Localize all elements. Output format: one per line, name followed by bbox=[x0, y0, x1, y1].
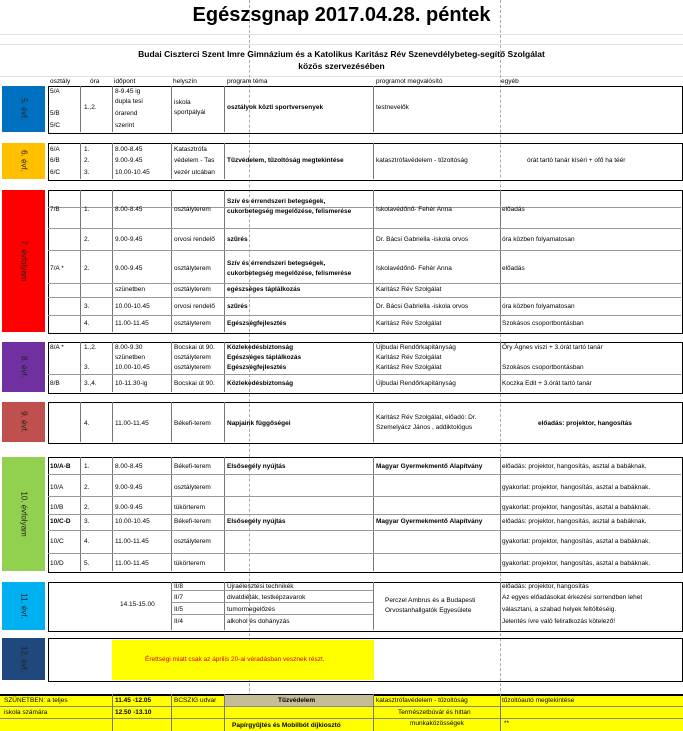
place-7-c: osztályterem bbox=[174, 265, 211, 272]
band-10-label: 10. évfolyam bbox=[19, 491, 28, 537]
band-9 bbox=[2, 402, 45, 442]
time-6-1: 8.00-8.45 bbox=[115, 146, 143, 153]
topic-7-c-1: Szív és érrendszeri betegségek, bbox=[227, 260, 326, 267]
topic-11-2: divatdiéták, testképzavarok bbox=[227, 594, 306, 601]
note-8-c: Szokásos csoportbontásban bbox=[502, 364, 584, 371]
ora-10-f: 5. bbox=[84, 560, 90, 567]
ora-8-a: 1.,2. bbox=[84, 344, 97, 351]
topic-10-a: Elsősegély nyújtás bbox=[227, 463, 286, 470]
band-5-label: 5. évf. bbox=[19, 98, 28, 120]
impl-7-f: Karitász Rév Szolgálat bbox=[376, 320, 442, 327]
place-10-e: osztályterem bbox=[174, 538, 211, 545]
place-6-3: vezér utcában bbox=[174, 169, 215, 176]
ora-6-1: 1. bbox=[84, 146, 90, 153]
class-5b: 5/B bbox=[50, 110, 60, 117]
footer-topic-1: Tűzvédelem bbox=[278, 697, 316, 704]
place-7-a: osztályterem bbox=[174, 206, 211, 213]
place-11-2: II/7 bbox=[174, 594, 184, 601]
ora-7-e: 3. bbox=[84, 303, 90, 310]
time-10-f: 11.00-11.45 bbox=[115, 560, 149, 567]
impl-8-c: Karitász Rév Szolgálat bbox=[376, 364, 442, 371]
subtitle-2: közös szervezésében bbox=[298, 61, 385, 71]
note-8-d: Koczka Edit + 3.órát tartó tanár bbox=[502, 380, 592, 387]
impl-7-e: Dr. Bácsi Gabriella -iskola orvos bbox=[376, 303, 469, 310]
impl-8-b: Karitász Rév Szolgálat bbox=[376, 354, 442, 361]
place-10-a: Békefi-terem bbox=[174, 463, 211, 470]
place-7-e: orvosi rendelő bbox=[174, 303, 215, 310]
impl-7-a: Iskolavédőnő- Fehér Anna bbox=[376, 206, 452, 213]
place-7-f: osztályterem bbox=[174, 320, 211, 327]
topic-8-c: Egészségfejlesztés bbox=[227, 364, 287, 371]
topic-9: Napjaink függőségei bbox=[227, 420, 291, 427]
place-5-2: sportpályái bbox=[174, 109, 206, 116]
band-12-label: 12. évf. bbox=[19, 645, 28, 673]
place-10-b: osztályterem bbox=[174, 484, 211, 491]
ora-7-b: 2. bbox=[84, 236, 90, 243]
place-8-a: Bocskai út 90. bbox=[174, 344, 215, 351]
impl-10-a: Magyar Gyermekmentő Alapítvány bbox=[376, 463, 483, 470]
impl-8-a: Újbudai Rendőrkapitányság bbox=[376, 344, 456, 351]
place-10-d: Békefi-terem bbox=[174, 518, 211, 525]
topic-7-d: egészséges táplálkozás bbox=[227, 286, 301, 293]
header-egyeb: egyéb bbox=[501, 78, 519, 85]
time-10-d: 10.00-10.45 bbox=[115, 518, 150, 525]
ora-7-f: 4. bbox=[84, 320, 90, 327]
footer-place-1: BCSZIG udvar bbox=[174, 697, 217, 704]
topic-6: Tűzvédelem, tűzoltóság megtekintése bbox=[227, 157, 344, 164]
topic-5: osztályok közti sportversenyek bbox=[227, 104, 324, 111]
time-10-a: 8.00-8.45 bbox=[115, 463, 143, 470]
place-11-1: II/8 bbox=[174, 583, 184, 590]
place-6-1: Katasztrófa bbox=[174, 146, 207, 153]
impl-10-d: Magyar Gyermekmentő Alapítvány bbox=[376, 518, 483, 525]
impl-9-1: Karitász Rév Szolgálat, előadó: Dr. bbox=[376, 414, 477, 421]
ora-10-e: 4. bbox=[84, 538, 90, 545]
place-5-1: iskola bbox=[174, 99, 191, 106]
note-8-a: Őry Ágnes viszi + 3.órát tartó tanár bbox=[502, 344, 603, 351]
class-5c: 5/C bbox=[50, 122, 61, 129]
band-5 bbox=[2, 86, 45, 132]
place-7-b: orvosi rendelő bbox=[174, 236, 215, 243]
band-7 bbox=[2, 190, 45, 332]
note-6: órát tartó tanár kíséri + ofő ha téér bbox=[527, 157, 626, 164]
ora-7-a: 1. bbox=[84, 206, 90, 213]
impl-7-d: Karitász Rév Szolgálat bbox=[376, 286, 442, 293]
time-5-1: 8-9.45 ig bbox=[115, 88, 141, 95]
band-6-label: 6. évf. bbox=[19, 150, 28, 172]
impl-5: testnevelők bbox=[376, 104, 409, 111]
note-10-e: gyakorlat: projektor, hangosítás, asztal a babáknak. bbox=[502, 538, 651, 545]
header-helyszin: helyszín bbox=[173, 78, 197, 85]
time-7-b: 9.00-9.45 bbox=[115, 236, 143, 243]
topic-7-f: Egészségfejlesztés bbox=[227, 320, 287, 327]
place-8-d: Bocskai út 90. bbox=[174, 380, 215, 387]
class-6a: 6/A bbox=[50, 146, 60, 153]
time-5-4: szerint bbox=[115, 122, 135, 129]
time-9: 11.00-11.45 bbox=[115, 420, 149, 427]
footer-topic-2: Papírgyűjtés és Mobilbót díjkiosztó bbox=[232, 722, 341, 729]
group-frame-7 bbox=[48, 190, 683, 334]
footer-time-1: 11.45 -12.05 bbox=[115, 697, 152, 704]
class-6c: 6/C bbox=[50, 169, 61, 176]
impl-11-2: Orvostanhallgatók Egyesülete bbox=[385, 607, 472, 614]
footer-note-2: ** bbox=[504, 720, 510, 727]
time-6-3: 10.00-10.45 bbox=[115, 169, 150, 176]
time-11: 14.15-15.00 bbox=[120, 601, 155, 608]
ora-6-2: 2. bbox=[84, 157, 90, 164]
class-8b: 8/B bbox=[50, 380, 60, 387]
class-10b: 10/B bbox=[50, 504, 64, 511]
footer-impl-2a: Természetbúvár és hittan bbox=[398, 709, 471, 716]
notice-12-box bbox=[112, 640, 374, 680]
ora-8-d: 3.,4. bbox=[84, 380, 97, 387]
class-10ab: 10/A-B bbox=[50, 463, 71, 470]
ora-10-b: 2. bbox=[84, 484, 90, 491]
time-10-c: 9.00-9.45 bbox=[115, 504, 143, 511]
topic-11-1: Újraélesztési technikék bbox=[227, 583, 294, 590]
impl-11-1: Perczel Ambrus és a Budapesti bbox=[385, 597, 476, 604]
topic-8-a: Közlekedésbiztonság bbox=[227, 344, 294, 351]
page-title: Egészsgnap 2017.04.28. péntek bbox=[192, 4, 491, 26]
class-5a: 5/A bbox=[50, 88, 60, 95]
place-10-f: tükörterem bbox=[174, 560, 206, 567]
note-10-c: gyakorlat: projektor, hangosítás, asztal a babáknak. bbox=[502, 504, 651, 511]
class-10cd: 10/C-D bbox=[50, 518, 71, 525]
place-9: Békefi-terem bbox=[174, 420, 211, 427]
band-7-label: 7. évfolyam bbox=[19, 240, 28, 282]
class-10a: 10/A bbox=[50, 484, 64, 491]
ora-10-d: 3. bbox=[84, 518, 90, 525]
topic-7-b: szűrés bbox=[227, 236, 248, 243]
note-7-a: előadás bbox=[502, 206, 525, 213]
time-8-d: 10-11.30-ig bbox=[115, 380, 148, 387]
note-10-f: gyakorlat: projektor, hangosítás, asztal a babáknak. bbox=[502, 560, 651, 567]
time-8-b: szünetben bbox=[115, 354, 145, 361]
note-10-a: előadás: projektor, hangosítás, asztal a babáknak. bbox=[502, 463, 647, 470]
note-11-2: Az egyes előadásokat érkezési sorrendben lehet bbox=[502, 594, 643, 601]
class-8a: 8/A * bbox=[50, 344, 64, 351]
band-12 bbox=[2, 638, 45, 680]
class-10d: 10/D bbox=[50, 560, 64, 567]
topic-7-c-2: cukorbetegség megelőzése, felismerése bbox=[227, 270, 352, 277]
class-7a: 7/A * bbox=[50, 265, 64, 272]
topic-7-e: szűrés bbox=[227, 303, 248, 310]
time-7-f: 11.00-11.45 bbox=[115, 320, 149, 327]
note-7-b: óra közben folyamatosan bbox=[502, 236, 575, 243]
note-7-f: Szokásos csoportbontásban bbox=[502, 320, 584, 327]
topic-8-b: Egészséges táplálkozás bbox=[227, 354, 302, 361]
impl-7-b: Dr. Bácsi Gabriella -iskola orvos bbox=[376, 236, 469, 243]
footer-impl-2b: munkaközösségek bbox=[410, 720, 464, 727]
band-9-label: 9. évf. bbox=[19, 411, 28, 433]
header-idopont: időpont bbox=[114, 78, 136, 85]
footer-note-1: tűzoltóautó megtekintése bbox=[502, 697, 575, 704]
time-5-2: dupla tesi bbox=[115, 98, 143, 105]
time-8-c: 10.00-10.45 bbox=[115, 364, 150, 371]
topic-10-d: Elsősegély nyújtás bbox=[227, 518, 286, 525]
place-8-b: osztályterem bbox=[174, 354, 211, 361]
note-9: előadás: projektor, hangosítás bbox=[538, 420, 632, 427]
subtitle: Budai Ciszterci Szent Imre Gimnázium és a Katolikus Karitász Rév Szenevdélybeteg-segítő Szolgálat bbox=[138, 49, 545, 59]
time-6-2: 9.00-9.45 bbox=[115, 157, 143, 164]
class-7b: 7/B bbox=[50, 206, 60, 213]
place-6-2: védelem - Tas bbox=[174, 157, 215, 164]
ora-7-c: 2. bbox=[84, 265, 90, 272]
header-osztaly: osztály bbox=[50, 78, 71, 85]
place-7-d: osztályterem bbox=[174, 286, 211, 293]
note-10-d: előadás: projektor, hangosítás, asztal a babáknak. bbox=[502, 518, 647, 525]
time-8-a: 8.00-9.30 bbox=[115, 344, 143, 351]
band-6 bbox=[2, 143, 45, 179]
time-7-e: 10.00-10.45 bbox=[115, 303, 150, 310]
ora-10-a: 1. bbox=[84, 463, 90, 470]
ora-9: 4. bbox=[84, 420, 90, 427]
note-11-4: Jelentés ívre való feliratkozás kötelező! bbox=[502, 618, 616, 625]
impl-7-c: Iskolavédőnő- Fehér Anna bbox=[376, 265, 452, 272]
time-7-c: 9.00-9.45 bbox=[115, 265, 143, 272]
note-7-e: óra közben folyamatosan bbox=[502, 303, 575, 310]
topic-7-a-2: cukorbetegség megelőzése, felismerése bbox=[227, 208, 352, 215]
ora-5: 1.,2. bbox=[84, 104, 97, 111]
topic-7-a-1: Szív és érrendszeri betegségek, bbox=[227, 198, 326, 205]
note-11-1: előadás: projektor, hangosítás bbox=[502, 583, 589, 590]
topic-8-d: Közlekedésbiztonság bbox=[227, 380, 294, 387]
place-8-c: osztályterem bbox=[174, 364, 211, 371]
topic-11-4: alkohol és dohányzás bbox=[227, 618, 290, 625]
ora-10-c: 2. bbox=[84, 504, 90, 511]
impl-6: katasztrófavédelem - tűzoltóság bbox=[376, 157, 468, 164]
header-megvalosito: programot megvalósító bbox=[376, 78, 443, 85]
footer-impl-1: katasztrófavédelem - tűzoltóság bbox=[376, 697, 468, 704]
impl-8-d: Újbudai Rendőrkapitányság bbox=[376, 380, 456, 387]
time-7-a: 8.00-8.45 bbox=[115, 206, 143, 213]
group-frame-5 bbox=[48, 86, 683, 134]
note-10-b: gyakorlat: projektor, hangosítás, asztal a babáknak. bbox=[502, 484, 651, 491]
footer-label-1: SZÜNETBEN: a teljes bbox=[4, 697, 68, 704]
place-11-4: II/4 bbox=[174, 618, 184, 625]
header-program: program téma bbox=[227, 78, 268, 85]
note-7-c: előadás bbox=[502, 265, 525, 272]
time-5-3: órarend bbox=[115, 110, 138, 117]
class-10c: 10/C bbox=[50, 538, 64, 545]
time-10-e: 11.00-11.45 bbox=[115, 538, 149, 545]
footer-label-2: iskola számára bbox=[4, 709, 48, 716]
note-11-3: választani, a szabad helyek feltöltéséig. bbox=[502, 606, 617, 613]
footer-time-2: 12.50 -13.10 bbox=[115, 709, 152, 716]
place-10-c: tükörterem bbox=[174, 504, 206, 511]
band-8-label: 8. évf. bbox=[19, 356, 28, 378]
band-10 bbox=[2, 457, 45, 571]
ora-6-3: 3. bbox=[84, 169, 90, 176]
notice-12: Érettségi miatt csak az április 20-ai véradásban vesznek részt. bbox=[145, 656, 325, 663]
topic-11-3: tumormegelőzés bbox=[227, 606, 276, 613]
ora-8-c: 3. bbox=[84, 364, 90, 371]
impl-9-2: Szemelyácz János , addiktológus bbox=[376, 424, 473, 431]
band-11-label: 11. évf. bbox=[19, 593, 28, 619]
band-11 bbox=[2, 582, 45, 630]
header-ora: óra bbox=[90, 78, 100, 85]
place-11-3: II/5 bbox=[174, 606, 184, 613]
class-6b: 6/B bbox=[50, 157, 60, 164]
time-10-b: 9.00-9.45 bbox=[115, 484, 143, 491]
time-7-d: szünetben bbox=[115, 286, 145, 293]
band-8 bbox=[2, 342, 45, 392]
